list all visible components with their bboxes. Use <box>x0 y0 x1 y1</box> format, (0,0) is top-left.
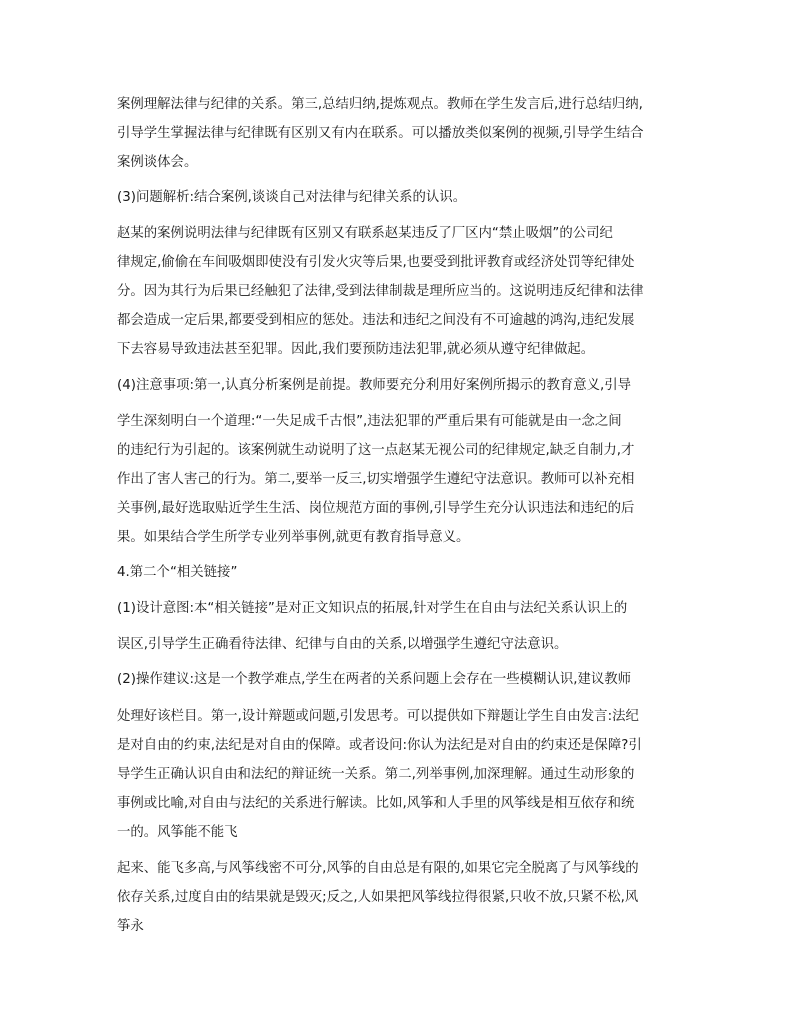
text-line-6: 律规定,偷偷在车间吸烟即使没有引发火灾等后果,也要受到批评教育或经济处罚等纪律处 <box>117 255 635 270</box>
text-line-13: 作出了害人害己的行为。第二,要举一反三,切实增强学生遵纪守法意识。教师可以补充相 <box>117 472 635 487</box>
text-line-11: 学生深刻明白一个道理:“一失足成千古恨”,违法犯罪的严重后果有可能就是由一念之间 <box>117 414 622 429</box>
text-line-7: 分。因为其行为后果已经触犯了法律,受到法律制裁是理所应当的。这说明违反纪律和法律 <box>117 284 644 299</box>
text-line-20: 处理好该栏目。第一,设计辩题或问题,引发思考。可以提供如下辩题让学生自由发言:法纪 <box>117 709 639 724</box>
text-line-10: (4)注意事项:第一,认真分析案例是前提。教师要充分利用好案例所揭示的教育意义,引导 <box>117 378 632 393</box>
text-line-24: 一的。风筝能不能飞 <box>117 825 238 840</box>
text-line-17: (1)设计意图:本“相关链接”是对正文知识点的拓展,针对学生在自由与法纪关系认识上的 <box>117 601 628 616</box>
text-line-9: 下去容易导致违法甚至犯罪。因此,我们要预防违法犯罪,就必须从遵守纪律做起。 <box>117 342 595 357</box>
text-line-26: 依存关系,过度自由的结果就是毁灭;反之,人如果把风筝线拉得很紧,只收不放,只紧不松,风 <box>117 890 639 905</box>
text-line-12: 的违纪行为引起的。该案例就生动说明了这一点赵某无视公司的纪律规定,缺乏自制力,才 <box>117 443 635 458</box>
text-line-3: 案例谈体会。 <box>117 155 198 170</box>
text-line-15: 果。如果结合学生所学专业列举事例,就更有教育指导意义。 <box>117 530 470 545</box>
text-line-25: 起来、能飞多高,与风筝线密不可分,风筝的自由总是有限的,如果它完全脱离了与风筝线的 <box>117 861 639 876</box>
text-line-4: (3)问题解析:结合案例,谈谈自己对法律与纪律关系的认识。 <box>117 190 467 205</box>
text-line-27: 筝永 <box>117 919 144 934</box>
text-line-23: 事例或比喻,对自由与法纪的关系进行解读。比如,风筝和人手里的风筝线是相互依存和统 <box>117 796 635 811</box>
text-line-5: 赵某的案例说明法律与纪律既有区别又有联系赵某违反了厂区内“禁止吸烟”的公司纪 <box>117 226 613 241</box>
text-line-19: (2)操作建议:这是一个教学难点,学生在两者的关系问题上会存在一些模糊认识,建议教师 <box>117 672 632 687</box>
text-line-16: 4.第二个“相关链接” <box>117 565 238 580</box>
text-line-22: 导学生正确认识自由和法纪的辩证统一关系。第二,列举事例,加深理解。通过生动形象的 <box>117 767 635 782</box>
text-line-2: 引导学生掌握法律与纪律既有区别又有内在联系。可以播放类似案例的视频,引导学生结合 <box>117 126 644 141</box>
text-line-14: 关事例,最好选取贴近学生生活、岗位规范方面的事例,引导学生充分认识违法和违纪的后 <box>117 501 635 516</box>
text-line-21: 是对自由的约束,法纪是对自由的保障。或者设问:你认为法纪是对自由的约束还是保障?引 <box>117 738 642 753</box>
text-line-1: 案例理解法律与纪律的关系。第三,总结归纳,提炼观点。教师在学生发言后,进行总结归纳, <box>117 97 643 112</box>
text-line-8: 都会造成一定后果,都要受到相应的惩处。违法和违纪之间没有不可逾越的鸿沟,违纪发展 <box>117 313 635 328</box>
text-line-18: 误区,引导学生正确看待法律、纪律与自由的关系,以增强学生遵纪守法意识。 <box>117 637 568 652</box>
